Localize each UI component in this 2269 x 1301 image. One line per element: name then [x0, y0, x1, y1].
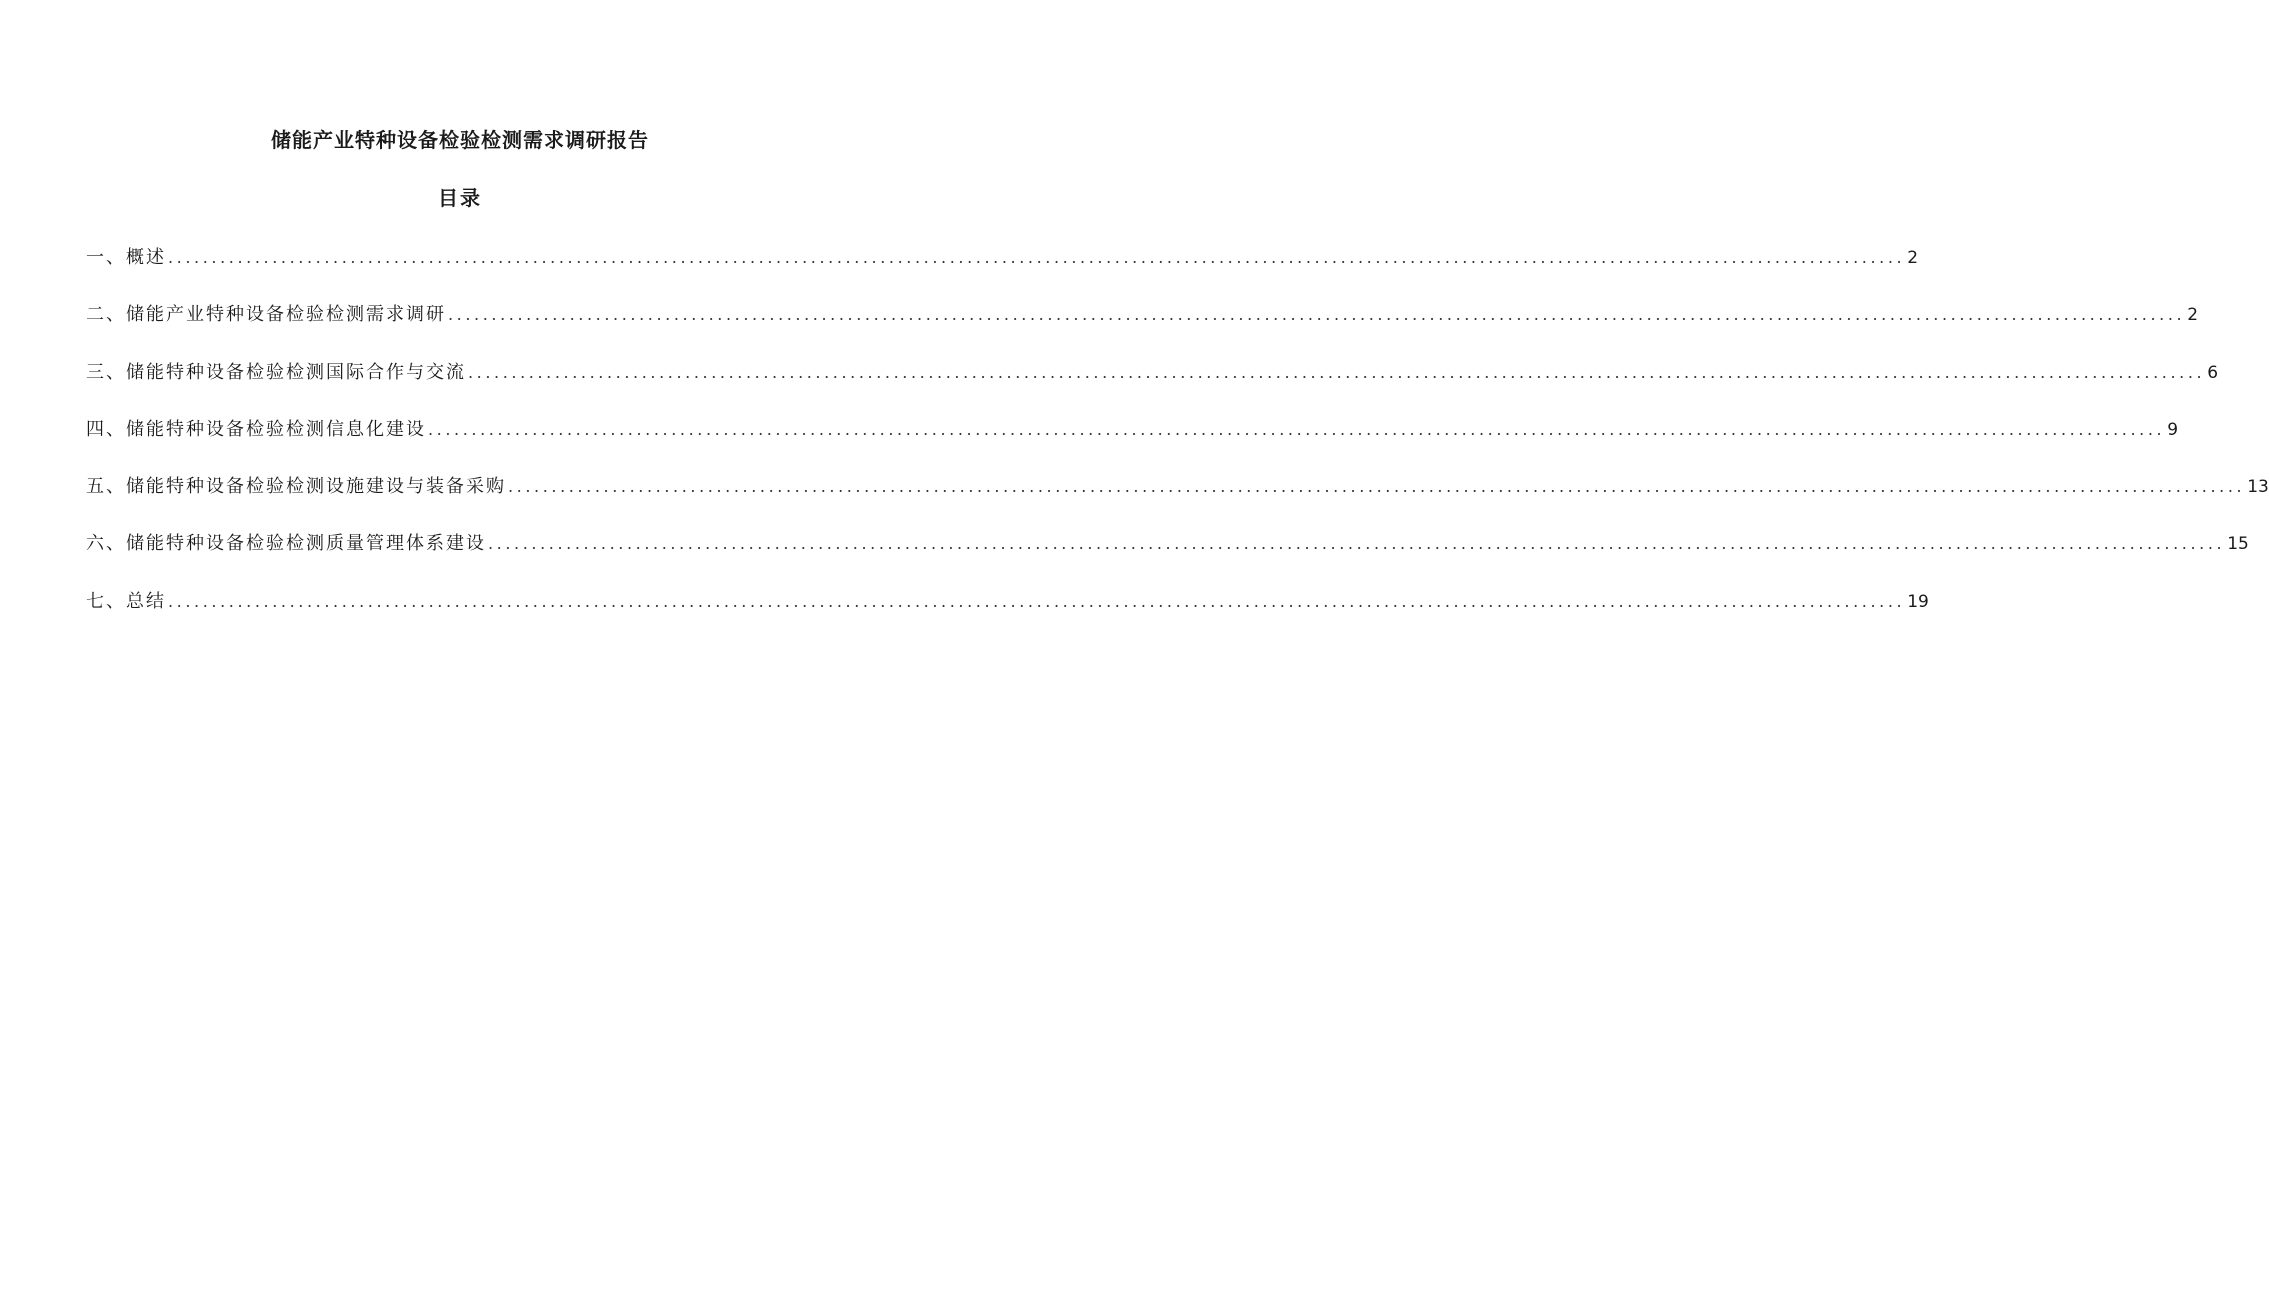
toc-heading: 目录 — [438, 186, 482, 210]
toc-entry-international-cooperation[interactable] — [86, 359, 2219, 416]
toc-entry-label: 二、储能产业特种设备检验检测需求调研 — [86, 304, 446, 326]
toc-entry-label: 六、储能特种设备检验检测质量管理体系建设 — [86, 533, 486, 555]
toc-entry-label: 一、概述 — [86, 247, 166, 268]
toc-dot-leader: ........................................................................................................................................................................................................ — [168, 591, 1906, 611]
toc-page-number: 15 — [2227, 534, 2249, 555]
toc-entry-overview[interactable] — [86, 244, 1919, 301]
toc-dot-leader: ........................................................................................................................................................................................................ — [428, 419, 2166, 439]
toc-entry-label: 四、储能特种设备检验检测信息化建设 — [86, 418, 426, 440]
toc-dot-leader: ........................................................................................................................................................................................................ — [488, 534, 2226, 554]
table-of-contents — [86, 244, 2269, 645]
toc-dot-leader: ........................................................................................................................................................................................................ — [508, 477, 2246, 497]
toc-entry-label: 七、总结 — [86, 590, 166, 612]
toc-dot-leader: ........................................................................................................................................................................................................ — [168, 248, 1906, 267]
toc-entry-informatization[interactable] — [86, 416, 2179, 473]
toc-entry-label: 五、储能特种设备检验检测设施建设与装备采购 — [86, 476, 506, 498]
toc-page-number: 2 — [2187, 305, 2199, 326]
toc-page-number: 6 — [2207, 362, 2219, 383]
toc-dot-leader: ........................................................................................................................................................................................................ — [448, 305, 2186, 325]
toc-page-number: 13 — [2247, 477, 2269, 498]
toc-page-number: 19 — [1907, 591, 1929, 612]
toc-page-number: 2 — [1907, 248, 1919, 268]
toc-entry-summary[interactable] — [86, 588, 1929, 645]
toc-entry-facilities-procurement[interactable] — [86, 473, 2269, 530]
toc-entry-demand-survey[interactable] — [86, 301, 2199, 358]
toc-entry-quality-management[interactable] — [86, 530, 2249, 587]
toc-entry-label: 三、储能特种设备检验检测国际合作与交流 — [86, 361, 466, 383]
toc-dot-leader: ........................................................................................................................................................................................................ — [468, 362, 2206, 382]
toc-page-number: 9 — [2167, 419, 2179, 440]
document-title: 储能产业特种设备检验检测需求调研报告 — [271, 128, 649, 152]
